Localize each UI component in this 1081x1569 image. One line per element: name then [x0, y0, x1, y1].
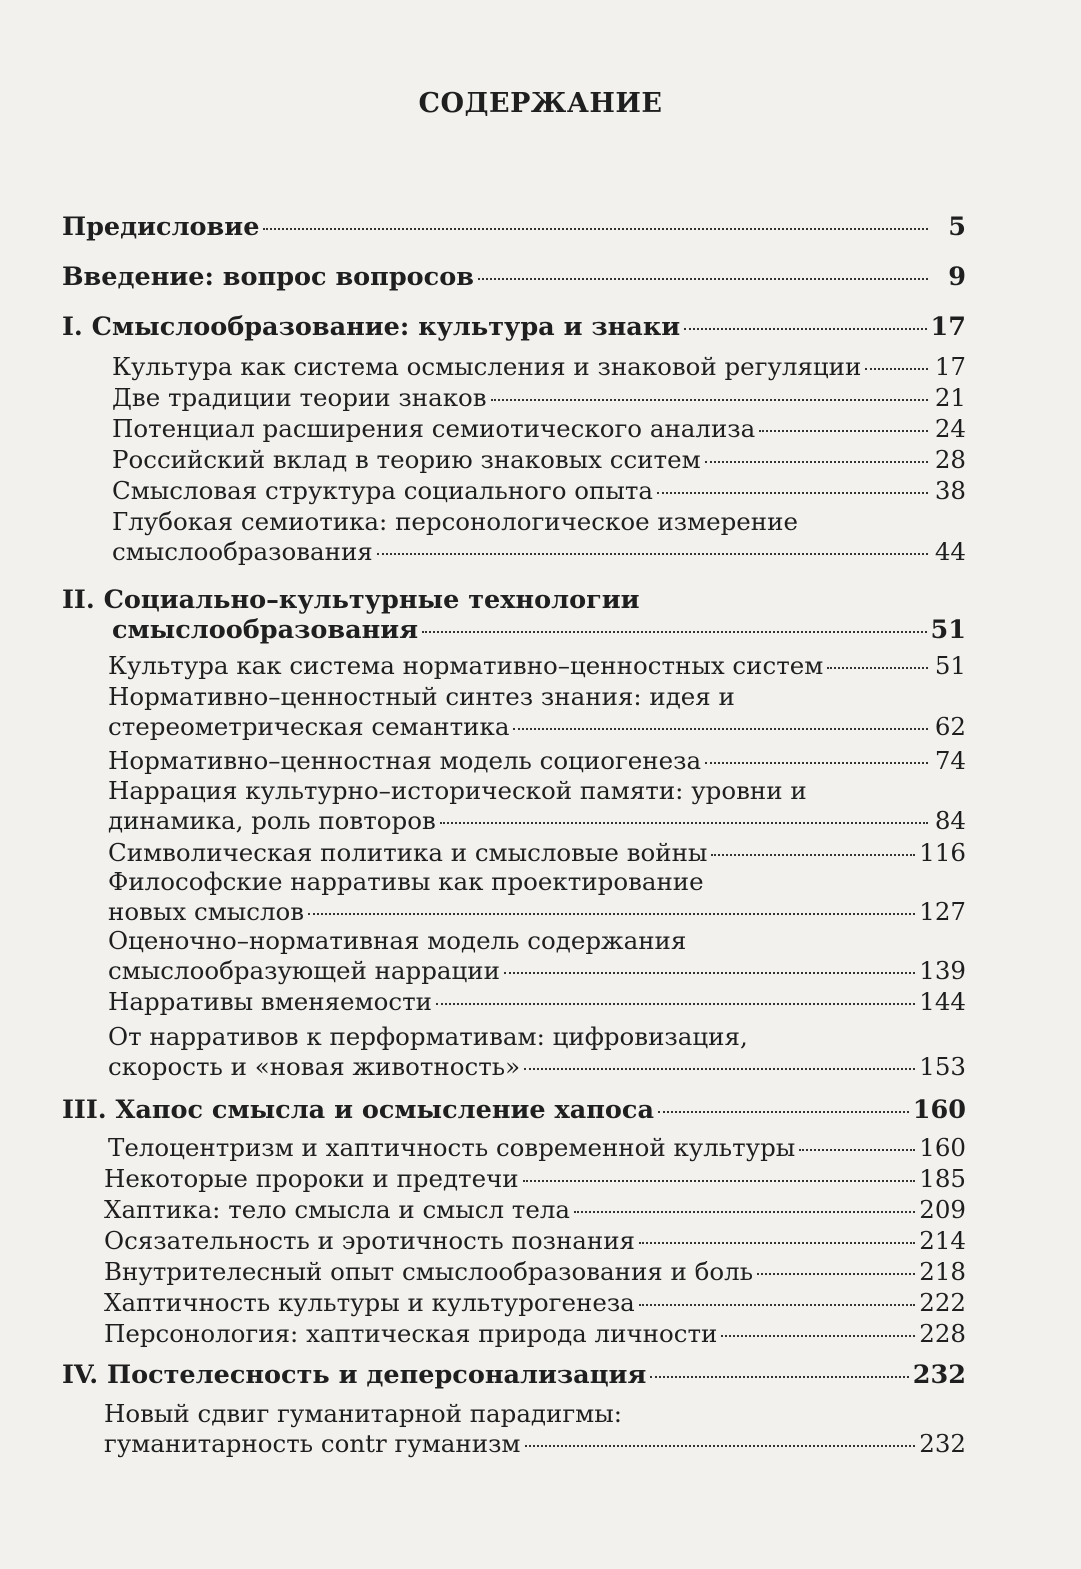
toc-entry-title: смыслообразующей наррации [108, 956, 500, 985]
dot-leader [263, 228, 928, 230]
toc-page-number: 160 [919, 1133, 966, 1162]
toc-entry-title-line: Новый сдвиг гуманитарной парадигмы: [104, 1399, 622, 1428]
toc-entry-title: смыслообразования [112, 615, 419, 645]
toc-page-number: 139 [919, 956, 966, 985]
toc-entry-title: Нарративы вменяемости [108, 987, 432, 1016]
dot-leader [721, 1335, 915, 1337]
toc-page-number: 144 [919, 987, 966, 1016]
toc-page-number: 62 [934, 712, 966, 741]
toc-page-number: 38 [934, 476, 966, 505]
dot-leader [308, 913, 915, 915]
toc-entry-title: IV. Постелесность и деперсонализация [62, 1360, 647, 1390]
toc-entry-title: Предисловие [62, 212, 260, 242]
dot-leader [757, 1273, 915, 1275]
dot-leader [799, 1149, 915, 1151]
toc-entry-title: Некоторые пророки и предтечи [104, 1164, 519, 1193]
toc-page-number: 185 [919, 1164, 966, 1193]
toc-entry-title: Нормативно–ценностная модель социогенеза [108, 746, 702, 775]
toc-page-number: 17 [934, 352, 966, 381]
toc-page-number: 228 [919, 1319, 966, 1348]
toc-page-number: 84 [934, 806, 966, 835]
dot-leader [525, 1445, 916, 1447]
dot-leader [759, 430, 928, 432]
dot-leader [440, 822, 928, 824]
toc-entry-title: новых смыслов [108, 897, 305, 926]
toc-page-number: 24 [934, 414, 966, 443]
toc-entry-title-line: Оценочно–нормативная модель содержания [108, 926, 687, 955]
toc-entry-title: III. Хапос смысла и осмысление хапоса [62, 1095, 654, 1125]
toc-entry-title-line: Философские нарративы как проектирование [108, 867, 704, 896]
toc-page-number: 44 [934, 537, 966, 566]
dot-leader [705, 762, 928, 764]
dot-leader [574, 1211, 915, 1213]
dot-leader [504, 972, 915, 974]
dot-leader [657, 492, 928, 494]
toc-page-number: 51 [930, 615, 966, 645]
toc-page-number: 28 [934, 445, 966, 474]
toc-page-number: 17 [930, 312, 966, 342]
toc-entry-title: Введение: вопрос вопросов [62, 262, 474, 292]
toc-page-number: 232 [919, 1429, 966, 1458]
dot-leader [865, 368, 928, 370]
toc-page-number: 222 [919, 1288, 966, 1317]
dot-leader [711, 854, 915, 856]
toc-entry-title: Телоцентризм и хаптичность современной культуры [108, 1133, 796, 1162]
toc-entry-title: Культура как система осмысления и знаковой регуляции [112, 352, 862, 381]
dot-leader [422, 631, 926, 633]
dot-leader [639, 1242, 915, 1244]
toc-entry-title-line: Нормативно–ценностный синтез знания: идея и [108, 682, 735, 711]
toc-page-number: 127 [919, 897, 966, 926]
dot-leader [524, 1068, 915, 1070]
toc-entry-title: Две традиции теории знаков [112, 383, 487, 412]
dot-leader [684, 328, 926, 330]
toc-page-number: 21 [934, 383, 966, 412]
toc-entry-title: I. Смыслообразование: культура и знаки [62, 312, 681, 342]
toc-entry-title: Потенциал расширения семиотического анализа [112, 414, 756, 443]
toc-entry-title: стереометрическая семантика [108, 712, 510, 741]
toc-entry-title: Смысловая структура социального опыта [112, 476, 653, 505]
toc-page-number: 232 [912, 1360, 966, 1390]
toc-page-number: 214 [919, 1226, 966, 1255]
toc-page-number: 218 [919, 1257, 966, 1286]
dot-leader [639, 1304, 915, 1306]
toc-page-number: 209 [919, 1195, 966, 1224]
toc-entry-title: гуманитарность contr гуманизм [104, 1429, 521, 1458]
toc-entry-title: Российский вклад в теорию знаковых сситем [112, 445, 701, 474]
dot-leader [491, 399, 928, 401]
toc-page-number: 153 [919, 1052, 966, 1081]
toc-page-number: 116 [919, 838, 966, 867]
dot-leader [436, 1003, 915, 1005]
toc-page-number: 160 [912, 1095, 966, 1125]
toc-entry-title: динамика, роль повторов [108, 806, 436, 835]
toc-entry-title-line: От нарративов к перформативам: цифровизация, [108, 1022, 748, 1051]
toc-entry-title: скорость и «новая животность» [108, 1052, 521, 1081]
toc-page-number: 9 [948, 262, 966, 292]
toc-entry-title: Персонология: хаптическая природа личности [104, 1319, 718, 1348]
toc-entry-title-line: Наррация культурно–исторической памяти: уровни и [108, 776, 807, 805]
toc-entry-title: Хаптика: тело смысла и смысл тела [104, 1195, 571, 1224]
dot-leader [650, 1376, 908, 1378]
dot-leader [513, 728, 928, 730]
toc-page-number: 74 [934, 746, 966, 775]
toc-entry-title-line: Глубокая семиотика: персонологическое измерение [112, 507, 798, 536]
dot-leader [377, 553, 928, 555]
toc-page-number: 51 [934, 651, 966, 680]
toc-entry-title-line: II. Социально–культурные технологии [62, 585, 640, 615]
dot-leader [827, 667, 928, 669]
toc-entry-title: Символическая политика и смысловые войны [108, 838, 708, 867]
page-title: СОДЕРЖАНИЕ [418, 88, 663, 119]
dot-leader [658, 1111, 909, 1113]
toc-page-number: 5 [948, 212, 966, 242]
toc-entry-title: Хаптичность культуры и культурогенеза [104, 1288, 635, 1317]
toc-entry-title: Внутрителесный опыт смыслообразования и боль [104, 1257, 754, 1286]
dot-leader [523, 1180, 916, 1182]
toc-entry-title: Осязательность и эротичность познания [104, 1226, 635, 1255]
dot-leader [705, 461, 928, 463]
toc-entry-title: смыслообразования [112, 537, 373, 566]
dot-leader [478, 278, 928, 280]
toc-entry-title: Культура как система нормативно–ценностных систем [108, 651, 824, 680]
